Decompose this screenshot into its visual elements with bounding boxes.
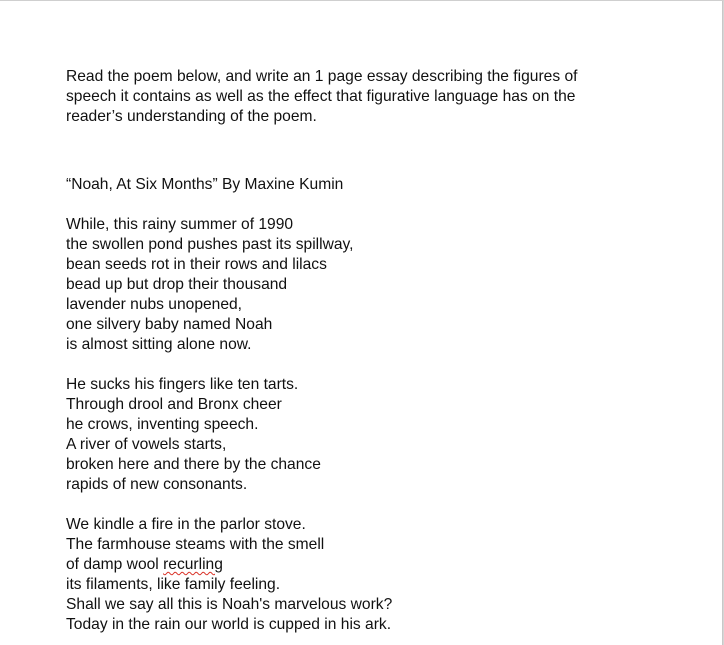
poem-line: bead up but drop their thousand <box>66 276 288 293</box>
prompt-line: reader’s understanding of the poem. <box>66 108 317 125</box>
poem-line: While, this rainy summer of 1990 <box>66 216 294 233</box>
poem-line: one silvery baby named Noah <box>66 316 273 333</box>
document-body[interactable] <box>66 67 626 635</box>
poem-line: We kindle a fire in the parlor stove. <box>66 516 306 533</box>
poem-line: A river of vowels starts, <box>66 436 227 453</box>
poem-stanza-2 <box>66 375 626 495</box>
poem-line: Shall we say all this is Noah's marvelous work? <box>66 596 393 613</box>
prompt-line: speech it contains as well as the effect that figurative language has on the <box>66 88 576 105</box>
poem-line: the swollen pond pushes past its spillway, <box>66 236 354 253</box>
prompt-line: Read the poem below, and write an 1 page essay describing the figures of <box>66 68 578 85</box>
poem-line: broken here and there by the chance <box>66 456 321 473</box>
poem-stanza-1 <box>66 215 626 355</box>
poem-line: bean seeds rot in their rows and lilacs <box>66 256 327 273</box>
page-edge <box>722 1 723 645</box>
poem-line: The farmhouse steams with the smell <box>66 536 325 553</box>
poem-stanza-3 <box>66 515 626 635</box>
essay-prompt <box>66 67 626 127</box>
poem-line: rapids of new consonants. <box>66 476 248 493</box>
poem-line <box>66 555 626 575</box>
poem-line: Through drool and Bronx cheer <box>66 396 282 413</box>
poem-title-line: “Noah, At Six Months” By Maxine Kumin <box>66 176 344 193</box>
spellcheck-flagged-word[interactable]: recurling <box>163 556 223 573</box>
poem-line: Today in the rain our world is cupped in his ark. <box>66 616 392 633</box>
poem-line: He sucks his fingers like ten tarts. <box>66 376 299 393</box>
poem-line: he crows, inventing speech. <box>66 416 259 433</box>
poem-line: is almost sitting alone now. <box>66 336 252 353</box>
poem-line-text: of damp wool <box>66 556 164 573</box>
poem-line: lavender nubs unopened, <box>66 296 243 313</box>
poem-line: its filaments, like family feeling. <box>66 576 281 593</box>
